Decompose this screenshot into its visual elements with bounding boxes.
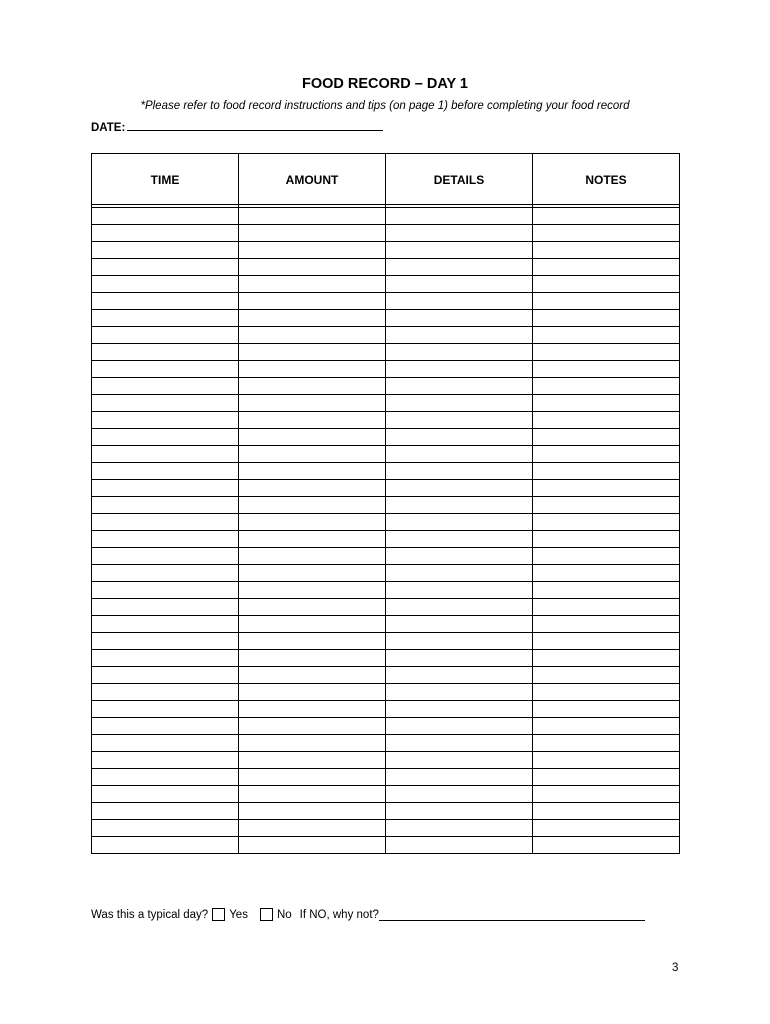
cell-amount[interactable] [239,514,386,531]
date-line [91,120,383,134]
cell-amount[interactable] [239,684,386,701]
cell-notes[interactable] [533,310,680,327]
yes-label: Yes [229,908,248,921]
cell-amount[interactable] [239,327,386,344]
yes-checkbox[interactable] [212,908,225,921]
cell-details[interactable] [386,259,533,276]
cell-amount[interactable] [239,242,386,259]
cell-details[interactable] [386,378,533,395]
food-record-table [91,153,680,854]
cell-notes[interactable] [533,480,680,497]
cell-time[interactable] [92,310,239,327]
cell-notes[interactable] [533,820,680,837]
cell-details[interactable] [386,242,533,259]
table-row [92,497,680,514]
page-title: FOOD RECORD – DAY 1 [302,76,468,92]
no-checkbox[interactable] [260,908,273,921]
cell-notes[interactable] [533,412,680,429]
cell-notes[interactable] [533,837,680,854]
cell-notes[interactable] [533,565,680,582]
cell-time[interactable] [92,701,239,718]
cell-amount[interactable] [239,701,386,718]
cell-amount[interactable] [239,378,386,395]
cell-notes[interactable] [533,378,680,395]
column-header-notes: NOTES [533,154,680,205]
cell-notes[interactable] [533,361,680,378]
column-header-amount: AMOUNT [239,154,386,205]
cell-time[interactable] [92,242,239,259]
cell-time[interactable] [92,429,239,446]
cell-details[interactable] [386,344,533,361]
cell-details[interactable] [386,463,533,480]
cell-amount[interactable] [239,463,386,480]
cell-amount[interactable] [239,565,386,582]
cell-time[interactable] [92,208,239,225]
cell-time[interactable] [92,718,239,735]
cell-details[interactable] [386,293,533,310]
cell-details[interactable] [386,633,533,650]
table-row [92,361,680,378]
cell-notes[interactable] [533,293,680,310]
cell-amount[interactable] [239,650,386,667]
cell-amount[interactable] [239,480,386,497]
cell-details[interactable] [386,735,533,752]
cell-notes[interactable] [533,497,680,514]
cell-time[interactable] [92,327,239,344]
cell-notes[interactable] [533,616,680,633]
cell-amount[interactable] [239,548,386,565]
cell-details[interactable] [386,361,533,378]
cell-details[interactable] [386,327,533,344]
cell-notes[interactable] [533,599,680,616]
cell-amount[interactable] [239,582,386,599]
cell-details[interactable] [386,718,533,735]
cell-notes[interactable] [533,344,680,361]
cell-amount[interactable] [239,208,386,225]
cell-time[interactable] [92,616,239,633]
cell-time[interactable] [92,395,239,412]
table-row [92,735,680,752]
cell-notes[interactable] [533,225,680,242]
cell-time[interactable] [92,276,239,293]
table-row [92,378,680,395]
cell-notes[interactable] [533,786,680,803]
table-row [92,701,680,718]
cell-time[interactable] [92,293,239,310]
table-row [92,718,680,735]
table-row [92,582,680,599]
cell-time[interactable] [92,446,239,463]
cell-time[interactable] [92,463,239,480]
table-body [92,205,680,854]
cell-notes[interactable] [533,395,680,412]
cell-time[interactable] [92,378,239,395]
cell-amount[interactable] [239,293,386,310]
cell-notes[interactable] [533,701,680,718]
cell-time[interactable] [92,361,239,378]
cell-amount[interactable] [239,803,386,820]
cell-amount[interactable] [239,531,386,548]
cell-time[interactable] [92,582,239,599]
table-row [92,667,680,684]
cell-time[interactable] [92,769,239,786]
table-row [92,786,680,803]
table-row [92,531,680,548]
table-row [92,480,680,497]
cell-details[interactable] [386,429,533,446]
cell-details[interactable] [386,769,533,786]
table-row [92,327,680,344]
why-not-label: If NO, why not? [299,908,379,921]
table-row [92,650,680,667]
cell-amount[interactable] [239,769,386,786]
cell-time[interactable] [92,633,239,650]
cell-details[interactable] [386,786,533,803]
page-number: 3 [672,962,679,974]
table-row [92,259,680,276]
cell-time[interactable] [92,344,239,361]
table-row [92,752,680,769]
typical-day-label: Was this a typical day? [91,908,209,921]
cell-time[interactable] [92,735,239,752]
table-row [92,514,680,531]
cell-details[interactable] [386,752,533,769]
table-row [92,242,680,259]
cell-amount[interactable] [239,429,386,446]
cell-time[interactable] [92,497,239,514]
cell-notes[interactable] [533,327,680,344]
cell-details[interactable] [386,701,533,718]
instructions-text: *Please refer to food record instructions and tips (on page 1) before completing your food record [140,100,630,112]
cell-details[interactable] [386,480,533,497]
table-row [92,344,680,361]
table-row [92,769,680,786]
cell-notes[interactable] [533,463,680,480]
cell-amount[interactable] [239,412,386,429]
cell-details[interactable] [386,667,533,684]
why-not-field[interactable] [379,909,645,921]
cell-amount[interactable] [239,497,386,514]
cell-notes[interactable] [533,650,680,667]
cell-time[interactable] [92,820,239,837]
cell-details[interactable] [386,310,533,327]
cell-amount[interactable] [239,616,386,633]
cell-details[interactable] [386,599,533,616]
table-row [92,565,680,582]
table-header-row [92,154,680,205]
table-row [92,684,680,701]
cell-time[interactable] [92,480,239,497]
cell-amount[interactable] [239,259,386,276]
cell-time[interactable] [92,786,239,803]
cell-details[interactable] [386,684,533,701]
no-label: No [276,908,292,921]
cell-details[interactable] [386,208,533,225]
cell-details[interactable] [386,582,533,599]
table-row [92,276,680,293]
cell-notes[interactable] [533,276,680,293]
cell-amount[interactable] [239,599,386,616]
cell-amount[interactable] [239,446,386,463]
cell-time[interactable] [92,412,239,429]
cell-time[interactable] [92,565,239,582]
cell-amount[interactable] [239,225,386,242]
typical-day-question [91,908,645,921]
cell-details[interactable] [386,820,533,837]
cell-amount[interactable] [239,718,386,735]
cell-details[interactable] [386,225,533,242]
cell-time[interactable] [92,259,239,276]
cell-time[interactable] [92,837,239,854]
table-row [92,310,680,327]
table-row [92,446,680,463]
cell-time[interactable] [92,650,239,667]
cell-details[interactable] [386,531,533,548]
table-row [92,395,680,412]
table-row [92,803,680,820]
cell-notes[interactable] [533,242,680,259]
cell-time[interactable] [92,531,239,548]
cell-time[interactable] [92,667,239,684]
cell-amount[interactable] [239,276,386,293]
cell-notes[interactable] [533,735,680,752]
cell-time[interactable] [92,684,239,701]
table-row [92,599,680,616]
date-field[interactable] [127,120,383,131]
table-row [92,225,680,242]
table-row [92,429,680,446]
cell-notes[interactable] [533,259,680,276]
cell-details[interactable] [386,395,533,412]
cell-amount[interactable] [239,752,386,769]
cell-details[interactable] [386,837,533,854]
cell-amount[interactable] [239,667,386,684]
date-label: DATE: [91,122,126,134]
column-header-time: TIME [92,154,239,205]
cell-amount[interactable] [239,735,386,752]
cell-details[interactable] [386,616,533,633]
cell-amount[interactable] [239,395,386,412]
table-row [92,820,680,837]
cell-amount[interactable] [239,820,386,837]
table-row [92,837,680,854]
cell-notes[interactable] [533,548,680,565]
cell-notes[interactable] [533,803,680,820]
cell-notes[interactable] [533,446,680,463]
cell-time[interactable] [92,803,239,820]
table-row [92,412,680,429]
table-row [92,633,680,650]
cell-notes[interactable] [533,429,680,446]
cell-time[interactable] [92,225,239,242]
cell-time[interactable] [92,514,239,531]
cell-notes[interactable] [533,514,680,531]
cell-details[interactable] [386,650,533,667]
cell-notes[interactable] [533,667,680,684]
table-row [92,548,680,565]
cell-notes[interactable] [533,531,680,548]
cell-time[interactable] [92,599,239,616]
table-row [92,463,680,480]
table-row [92,293,680,310]
cell-amount[interactable] [239,786,386,803]
cell-details[interactable] [386,514,533,531]
cell-notes[interactable] [533,684,680,701]
cell-details[interactable] [386,497,533,514]
cell-notes[interactable] [533,769,680,786]
cell-notes[interactable] [533,208,680,225]
cell-amount[interactable] [239,837,386,854]
cell-time[interactable] [92,752,239,769]
table-row [92,616,680,633]
cell-amount[interactable] [239,344,386,361]
table-row [92,208,680,225]
cell-amount[interactable] [239,633,386,650]
cell-details[interactable] [386,548,533,565]
cell-notes[interactable] [533,718,680,735]
cell-details[interactable] [386,803,533,820]
cell-details[interactable] [386,565,533,582]
cell-time[interactable] [92,548,239,565]
cell-details[interactable] [386,412,533,429]
cell-amount[interactable] [239,310,386,327]
column-header-details: DETAILS [386,154,533,205]
cell-amount[interactable] [239,361,386,378]
cell-notes[interactable] [533,582,680,599]
cell-details[interactable] [386,446,533,463]
cell-notes[interactable] [533,752,680,769]
cell-details[interactable] [386,276,533,293]
cell-notes[interactable] [533,633,680,650]
